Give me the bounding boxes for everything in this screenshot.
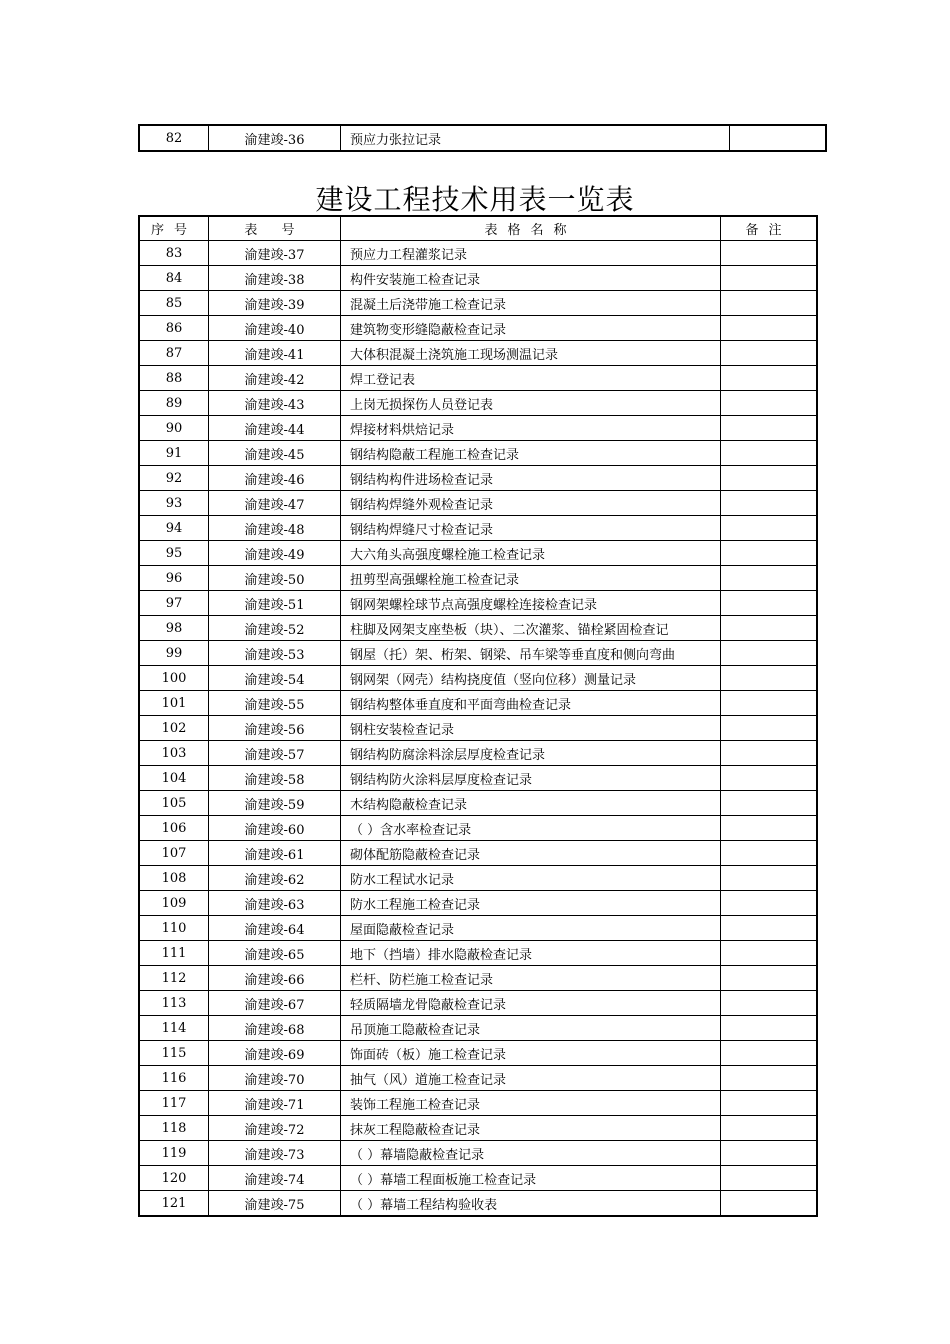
row-number: 84: [139, 266, 209, 291]
form-note: [721, 991, 818, 1016]
form-code: 渝建竣-45: [209, 441, 341, 466]
form-name: 钢结构焊缝尺寸检查记录: [341, 516, 721, 541]
row-number: 83: [139, 241, 209, 266]
form-note: [721, 316, 818, 341]
table-row: [139, 341, 817, 366]
table-row: [139, 716, 817, 741]
row-number: 106: [139, 816, 209, 841]
form-note: [721, 716, 818, 741]
table-row: [139, 891, 817, 916]
table-row: [139, 516, 817, 541]
form-name: 大体积混凝土浇筑施工现场测温记录: [341, 341, 721, 366]
form-code: 渝建竣-46: [209, 466, 341, 491]
form-code: 渝建竣-36: [209, 125, 341, 151]
row-number: 111: [139, 941, 209, 966]
row-number: 107: [139, 841, 209, 866]
row-number: 119: [139, 1141, 209, 1166]
form-note: [721, 916, 818, 941]
form-note: [721, 1141, 818, 1166]
form-name: 抽气（风）道施工检查记录: [341, 1066, 721, 1091]
form-name: 钢结构防腐涂料涂层厚度检查记录: [341, 741, 721, 766]
form-name: 防水工程试水记录: [341, 866, 721, 891]
form-name: 柱脚及网架支座垫板（块）、二次灌浆、锚栓紧固检查记: [341, 616, 721, 641]
form-code: 渝建竣-40: [209, 316, 341, 341]
form-note: [721, 1016, 818, 1041]
table-row: [139, 366, 817, 391]
form-name: 预应力张拉记录: [341, 125, 730, 151]
form-code: 渝建竣-67: [209, 991, 341, 1016]
header-code: 表 号: [209, 216, 341, 241]
table-row: [139, 766, 817, 791]
table-row: [139, 641, 817, 666]
row-number: 116: [139, 1066, 209, 1091]
table-row: [139, 441, 817, 466]
row-number: 85: [139, 291, 209, 316]
form-name: 钢屋（托）架、桁架、钢梁、吊车梁等垂直度和侧向弯曲: [341, 641, 721, 666]
table-row: [139, 1066, 817, 1091]
row-number: 108: [139, 866, 209, 891]
row-number: 121: [139, 1191, 209, 1217]
table-row: [139, 391, 817, 416]
row-number: 90: [139, 416, 209, 441]
form-code: 渝建竣-38: [209, 266, 341, 291]
form-code: 渝建竣-51: [209, 591, 341, 616]
form-code: 渝建竣-42: [209, 366, 341, 391]
row-number: 86: [139, 316, 209, 341]
form-name: 地下（挡墙）排水隐蔽检查记录: [341, 941, 721, 966]
form-note: [721, 541, 818, 566]
form-code: 渝建竣-63: [209, 891, 341, 916]
form-note: [721, 841, 818, 866]
table-row: [139, 266, 817, 291]
form-note: [721, 1066, 818, 1091]
form-code: 渝建竣-55: [209, 691, 341, 716]
form-code: 渝建竣-49: [209, 541, 341, 566]
row-number: 100: [139, 666, 209, 691]
row-number: 87: [139, 341, 209, 366]
table-row: [139, 616, 817, 641]
form-note: [721, 791, 818, 816]
form-code: 渝建竣-74: [209, 1166, 341, 1191]
form-name: 钢结构整体垂直度和平面弯曲检查记录: [341, 691, 721, 716]
form-note: [721, 691, 818, 716]
table-row: [139, 316, 817, 341]
form-code: 渝建竣-43: [209, 391, 341, 416]
form-code: 渝建竣-57: [209, 741, 341, 766]
table-body: [139, 241, 817, 1217]
row-number: 104: [139, 766, 209, 791]
form-name: 钢柱安装检查记录: [341, 716, 721, 741]
form-code: 渝建竣-59: [209, 791, 341, 816]
form-code: 渝建竣-44: [209, 416, 341, 441]
form-note: [721, 266, 818, 291]
form-note: [721, 1116, 818, 1141]
row-number: 110: [139, 916, 209, 941]
row-number: 118: [139, 1116, 209, 1141]
form-name: 防水工程施工检查记录: [341, 891, 721, 916]
form-code: 渝建竣-68: [209, 1016, 341, 1041]
form-name: （ ）幕墙工程面板施工检查记录: [341, 1166, 721, 1191]
form-name: 混凝土后浇带施工检查记录: [341, 291, 721, 316]
form-note: [721, 291, 818, 316]
table-row: [139, 1141, 817, 1166]
table-row: [139, 941, 817, 966]
form-name: 上岗无损探伤人员登记表: [341, 391, 721, 416]
table-row: [139, 841, 817, 866]
form-code: 渝建竣-41: [209, 341, 341, 366]
form-name: 栏杆、防栏施工检查记录: [341, 966, 721, 991]
form-name: （ ）含水率检查记录: [341, 816, 721, 841]
forms-table: [138, 215, 818, 1217]
form-code: 渝建竣-62: [209, 866, 341, 891]
form-code: 渝建竣-37: [209, 241, 341, 266]
row-number: 115: [139, 1041, 209, 1066]
form-code: 渝建竣-56: [209, 716, 341, 741]
table-row: [139, 791, 817, 816]
row-number: 98: [139, 616, 209, 641]
table-row: [139, 125, 826, 151]
table-row: [139, 541, 817, 566]
row-number: 120: [139, 1166, 209, 1191]
form-name: 大六角头高强度螺栓施工检查记录: [341, 541, 721, 566]
table-row: [139, 816, 817, 841]
form-code: 渝建竣-72: [209, 1116, 341, 1141]
row-number: 97: [139, 591, 209, 616]
header-number: 序号: [139, 216, 209, 241]
row-number: 93: [139, 491, 209, 516]
form-code: 渝建竣-54: [209, 666, 341, 691]
form-code: 渝建竣-71: [209, 1091, 341, 1116]
form-code: 渝建竣-61: [209, 841, 341, 866]
table-row: [139, 916, 817, 941]
form-note: [721, 366, 818, 391]
form-note: [721, 241, 818, 266]
row-number: 109: [139, 891, 209, 916]
form-note: [721, 566, 818, 591]
row-number: 99: [139, 641, 209, 666]
table-row: [139, 1016, 817, 1041]
previous-page-table: [138, 124, 827, 152]
table-row: [139, 991, 817, 1016]
table-row: [139, 466, 817, 491]
form-note: [721, 416, 818, 441]
form-name: 焊工登记表: [341, 366, 721, 391]
table-row: [139, 866, 817, 891]
form-code: 渝建竣-73: [209, 1141, 341, 1166]
table-row: [139, 691, 817, 716]
table-row: [139, 1091, 817, 1116]
form-code: 渝建竣-52: [209, 616, 341, 641]
header-note: 备注: [721, 216, 818, 241]
table-row: [139, 1166, 817, 1191]
form-name: 扭剪型高强螺栓施工检查记录: [341, 566, 721, 591]
form-code: 渝建竣-53: [209, 641, 341, 666]
row-number: 112: [139, 966, 209, 991]
row-number: 94: [139, 516, 209, 541]
form-name: （ ）幕墙隐蔽检查记录: [341, 1141, 721, 1166]
form-name: 装饰工程施工检查记录: [341, 1091, 721, 1116]
form-note: [721, 1166, 818, 1191]
table-row: [139, 741, 817, 766]
table-row: [139, 241, 817, 266]
form-note: [721, 741, 818, 766]
form-name: 屋面隐蔽检查记录: [341, 916, 721, 941]
form-code: 渝建竣-47: [209, 491, 341, 516]
form-note: [721, 441, 818, 466]
form-note: [721, 391, 818, 416]
table-row: [139, 666, 817, 691]
form-note: [721, 816, 818, 841]
form-name: 钢结构构件进场检查记录: [341, 466, 721, 491]
form-note: [721, 941, 818, 966]
table-row: [139, 1041, 817, 1066]
table-header-row: [139, 216, 817, 241]
form-note: [721, 966, 818, 991]
row-number: 101: [139, 691, 209, 716]
form-name: 饰面砖（板）施工检查记录: [341, 1041, 721, 1066]
form-note: [721, 516, 818, 541]
form-note: [721, 866, 818, 891]
form-code: 渝建竣-50: [209, 566, 341, 591]
row-number: 114: [139, 1016, 209, 1041]
form-note: [721, 641, 818, 666]
form-code: 渝建竣-65: [209, 941, 341, 966]
form-name: 预应力工程灌浆记录: [341, 241, 721, 266]
form-name: 建筑物变形缝隐蔽检查记录: [341, 316, 721, 341]
form-note: [721, 666, 818, 691]
table-row: [139, 1191, 817, 1217]
form-name: 砌体配筋隐蔽检查记录: [341, 841, 721, 866]
form-note: [721, 591, 818, 616]
form-name: 钢结构防火涂料层厚度检查记录: [341, 766, 721, 791]
form-note: [721, 1041, 818, 1066]
table-row: [139, 591, 817, 616]
form-code: 渝建竣-48: [209, 516, 341, 541]
row-number: 103: [139, 741, 209, 766]
form-name: （ ）幕墙工程结构验收表: [341, 1191, 721, 1217]
form-name: 轻质隔墙龙骨隐蔽检查记录: [341, 991, 721, 1016]
form-code: 渝建竣-60: [209, 816, 341, 841]
table-row: [139, 291, 817, 316]
row-number: 117: [139, 1091, 209, 1116]
form-code: 渝建竣-39: [209, 291, 341, 316]
form-name: 构件安装施工检查记录: [341, 266, 721, 291]
form-note: [721, 616, 818, 641]
row-number: 92: [139, 466, 209, 491]
form-name: 吊顶施工隐蔽检查记录: [341, 1016, 721, 1041]
form-code: 渝建竣-70: [209, 1066, 341, 1091]
table-row: [139, 416, 817, 441]
form-note: [721, 891, 818, 916]
form-name: 钢网架（网壳）结构挠度值（竖向位移）测量记录: [341, 666, 721, 691]
form-code: 渝建竣-58: [209, 766, 341, 791]
row-number: 113: [139, 991, 209, 1016]
form-name: 钢结构隐蔽工程施工检查记录: [341, 441, 721, 466]
row-number: 89: [139, 391, 209, 416]
form-name: 焊接材料烘焙记录: [341, 416, 721, 441]
form-note: [721, 766, 818, 791]
row-number: 88: [139, 366, 209, 391]
table-row: [139, 1116, 817, 1141]
form-name: 钢网架螺栓球节点高强度螺栓连接检查记录: [341, 591, 721, 616]
page-title: 建设工程技术用表一览表: [315, 183, 635, 216]
form-note: [721, 466, 818, 491]
row-number: 105: [139, 791, 209, 816]
form-note: [721, 491, 818, 516]
row-number: 95: [139, 541, 209, 566]
form-note: [721, 1191, 818, 1217]
form-code: 渝建竣-64: [209, 916, 341, 941]
form-name: 木结构隐蔽检查记录: [341, 791, 721, 816]
form-code: 渝建竣-66: [209, 966, 341, 991]
header-name: 表格名称: [341, 216, 721, 241]
table-row: [139, 491, 817, 516]
form-code: 渝建竣-69: [209, 1041, 341, 1066]
form-name: 抹灰工程隐蔽检查记录: [341, 1116, 721, 1141]
table-row: [139, 566, 817, 591]
form-code: 渝建竣-75: [209, 1191, 341, 1217]
form-note: [730, 125, 827, 151]
row-number: 82: [139, 125, 209, 151]
form-note: [721, 341, 818, 366]
row-number: 91: [139, 441, 209, 466]
form-name: 钢结构焊缝外观检查记录: [341, 491, 721, 516]
form-note: [721, 1091, 818, 1116]
table-row: [139, 966, 817, 991]
row-number: 96: [139, 566, 209, 591]
row-number: 102: [139, 716, 209, 741]
